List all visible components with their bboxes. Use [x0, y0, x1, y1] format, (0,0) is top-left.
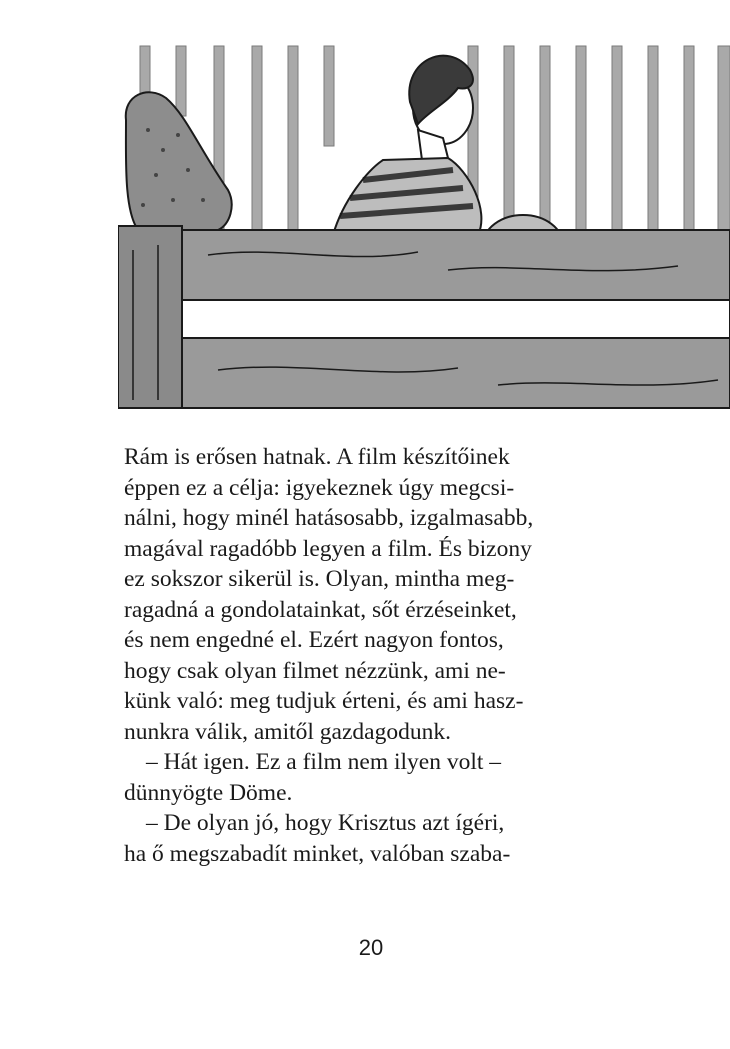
text-line: ez sokszor sikerül is. Olyan, mintha meg-: [124, 566, 515, 592]
text-line: hogy csak olyan filmet nézzünk, ami ne-: [124, 657, 506, 684]
text-line: nálni, hogy minél hatásosabb, izgalmasabb,: [124, 505, 534, 531]
text-line: éppen ez a célja: igyekeznek úgy megcsi-: [124, 474, 515, 501]
text-line: ragadná a gondolatainkat, sőt érzéseinket,: [124, 596, 517, 623]
boy-sitting-on-bed-illustration: [118, 40, 730, 412]
text-line: és nem engedné el. Ezért nagyon fontos,: [124, 627, 504, 653]
wooden-bed-frame: [118, 226, 730, 408]
text-line: magával ragadóbb legyen a film. És bizony: [124, 535, 532, 562]
body-text: [124, 442, 624, 869]
page-number: 20: [358, 935, 384, 960]
text-line: Rám is erősen hatnak. A film készítőinek: [124, 444, 510, 470]
dialogue-line: – De olyan jó, hogy Krisztus azt ígéri,: [146, 810, 505, 836]
dialogue-line: – Hát igen. Ez a film nem ilyen volt –: [146, 749, 502, 775]
text-line: nunkra válik, amitől gazdagodunk.: [124, 718, 451, 745]
text-line: ha ő megszabadít minket, valóban szaba-: [124, 840, 511, 867]
text-line: künk való: meg tudjuk érteni, és ami hasz-: [124, 688, 524, 714]
text-line: dünnyögte Döme.: [124, 779, 293, 806]
